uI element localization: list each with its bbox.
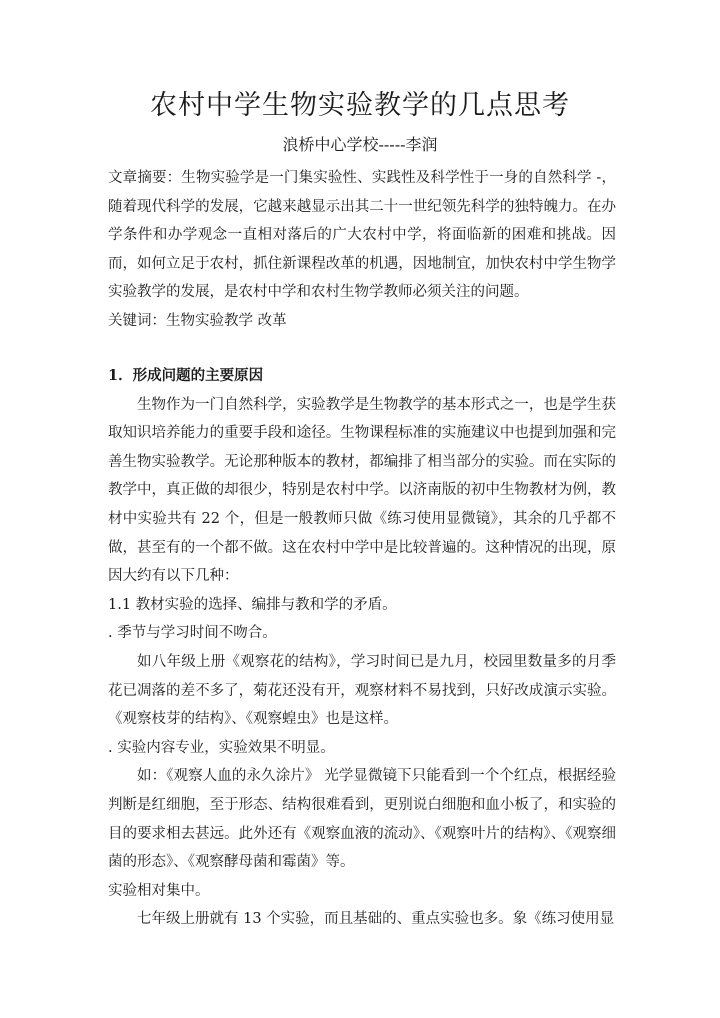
body-paragraph: 生物作为一门自然科学，实验教学是生物教学的基本形式之一，也是学生获取知识培养能力的重要手段和途径。生物课程标准的实施建议中也提到加强和完善生物实验教学。无论那种版本的教材，都编排了相当部分的实验。而在实际的教学中，真正做的却很少，特别是农村中学。以济南版的初中生物教材为例，教材中实验共有 22 个，但是一般教师只做《练习使用显微镜》，其余的几乎都不做，甚至有的一个都不做。这在农村中学中是比较普遍的。这种情况的出现，原因大约有以下几种： <box>108 396 616 585</box>
body-paragraph: 如：《观察人血的永久涂片》 光学显微镜下只能看到一个个红点，根据经验判断是红细胞，至于形态、结构很难看到，更别说白细胞和血小板了，和实验的目的要求相去甚远。此外还有《观察血液的流动》、《观察叶片的结构》、《观察细菌的形态》、《观察酵母菌和霉菌》等。 <box>108 768 616 871</box>
author-line: 浪桥中心学校-----李润 <box>282 135 438 154</box>
list-item: . 实验内容专业，实验效果不明显。 <box>108 739 335 756</box>
section-heading: 1．形成问题的主要原因 <box>108 367 264 384</box>
keywords-line: 关键词：生物实验教学 改革 <box>108 312 287 329</box>
document-title: 农村中学生物实验教学的几点思考 <box>150 90 570 121</box>
body-paragraph: 如八年级上册《观察花的结构》，学习时间已是九月，校园里数量多的月季花已凋落的差不多了，菊花还没有开，观察材料不易找到，只好改成演示实验。《观察枝芽的结构》、《观察蝗虫》也是这样。 <box>108 653 616 728</box>
section-1 <box>108 362 616 934</box>
list-item: . 季节与学习时间不吻合。 <box>108 625 277 642</box>
abstract-text: 文章摘要：生物实验学是一门集实验性、实践性及科学性于一身的自然科学 -，随着现代科学的发展，它越来越显示出其二十一世纪领先科学的独特魄力。在办学条件和办学观念一直相对落后的广大农村中学，将面临新的困难和挑战。因而，如何立足于农村，抓住新课程改革的机遇，因地制宜，加快农村中学生物学实验教学的发展，是农村中学和农村生物学教师必须关注的问题。 <box>108 170 616 301</box>
subsection-heading: 1.1 教材实验的选择、编排与教和学的矛盾。 <box>108 596 397 613</box>
abstract-block <box>108 164 616 336</box>
body-paragraph: 七年级上册就有 13 个实验，而且基础的、重点实验也多。象《练习使用显 <box>137 911 615 928</box>
list-item: 实验相对集中。 <box>108 882 210 899</box>
